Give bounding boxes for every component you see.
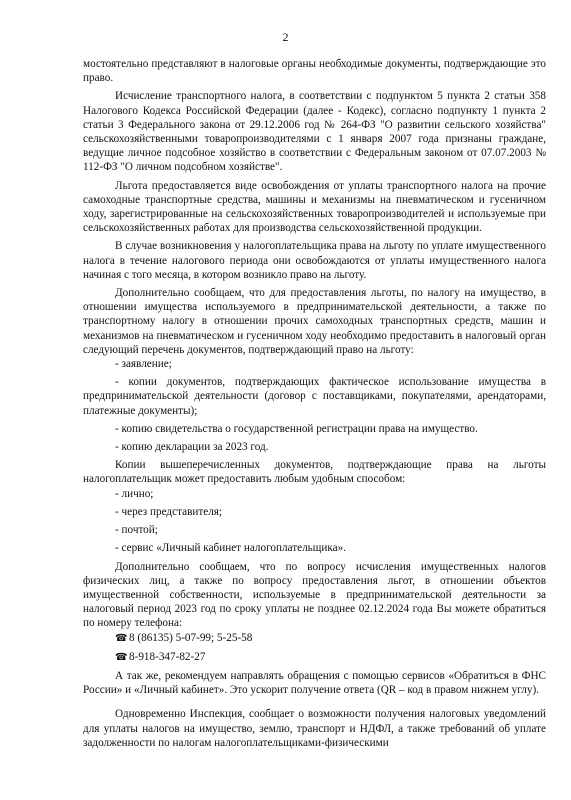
list-item: - копию декларации за 2023 год.	[115, 441, 269, 454]
paragraph-continuation: мостоятельно представляют в налоговые органы необходимые документы, подтверждающие это право.	[83, 58, 546, 85]
paragraph-documents-required: Дополнительно сообщаем, что для предоставления льготы, по налогу на имущество, в отношении имущества используемого в предпринимательской деятельности, а также по транспортному налогу в отношении прочих самоходных транспортных средств, машин и механизмов на пневматическом и гусеничном ходу необходимо предоставить в налоговый орган следующий перечень документов, подтверждающий право на льготу:	[83, 287, 546, 356]
paragraph-contact: Дополнительно сообщаем, что по вопросу исчисления имущественных налогов физических лиц, а также по вопросу предоставления льгот, в отношении объектов имущественной собственности, используемые в предпринимательской деятельности за налоговый период 2023 год по сроку уплаты не позднее 02.12.2024 года Вы можете обратиться по номеру телефона:	[83, 560, 546, 630]
list-item: - через представителя;	[115, 505, 223, 518]
paragraph-services: А так же, рекомендуем направлять обращения с помощью сервисов «Обратиться в ФНС России» и «Личный кабинет». Это ускорит получение ответа (QR – код в правом нижнем углу).	[83, 669, 546, 697]
page-number: 2	[282, 30, 289, 44]
paragraph-benefit: Льгота предоставляется виде освобождения от уплаты транспортного налога на прочие самоходные транспортные средства, машины и механизмы на пневматическом и гусеничном ходу, зарегистрированные на сельскохозяйственных товаропроизводителей и используемые при сельскохозяйственных работах для производства сельскохозяйственной продукции.	[83, 179, 546, 235]
list-item: - копию свидетельства о государственной регистрации права на имущество.	[115, 422, 478, 435]
list-item: - копии документов, подтверждающих фактическое использование имущества в предпринимательской деятельности (договор с поставщиками, покупателями, арендаторами, платежные документы);	[83, 376, 546, 417]
phone-item	[83, 650, 546, 665]
paragraph-notifications: Одновременно Инспекция, сообщает о возможности получения налоговых уведомлений для уплаты налогов на имущество, землю, транспорт и НДФЛ, а также требований об уплате задолженности по налогам налогоплательщиками-физическими	[83, 708, 546, 749]
phone-list	[83, 631, 546, 665]
list-item: - заявление;	[115, 358, 172, 371]
phone-item	[83, 631, 546, 646]
phone-number: 8 (86135) 5-07-99; 5-25-58	[129, 631, 253, 644]
phone-number: 8-918-347-82-27	[129, 650, 206, 663]
paragraph-transport-tax: Исчисление транспортного налога, в соответствии с подпунктом 5 пункта 2 статьи 358 Налогового Кодекса Российской Федерации (далее - Кодекс), согласно подпункту 1 пункта 2 статьи 3 Федерального закона от 29.12.2006 год № 264-ФЗ "О развитии сельского хозяйства" сельскохозяйственными товаропроизводителями с 1 января 2007 года признаны граждане, ведущие личное подсобное хозяйство в соответствии с Федеральным законом от 07.07.2003 № 112-ФЗ "О личном подсобном хозяйстве".	[83, 90, 546, 174]
list-item: - почтой;	[115, 524, 158, 537]
paragraph-property-tax-benefit: В случае возникновения у налогоплательщика права на льготу по уплате имущественного налога в течение налогового периода они освобождаются от уплаты имущественного налога начиная с того месяца, в котором возникло право на льготу.	[83, 240, 546, 281]
paragraph-submission-methods: Копии вышеперечисленных документов, подтверждающие права на льготы налогоплательщик может предоставить любым удобным способом:	[83, 459, 546, 486]
list-item: - лично;	[115, 487, 154, 500]
document-body	[83, 57, 546, 754]
list-item: - сервис «Личный кабинет налогоплательщика».	[115, 542, 346, 555]
telephone-icon: ☎	[115, 632, 128, 644]
documents-list	[83, 357, 546, 454]
submission-methods-list	[83, 487, 546, 556]
telephone-icon: ☎	[115, 651, 128, 663]
